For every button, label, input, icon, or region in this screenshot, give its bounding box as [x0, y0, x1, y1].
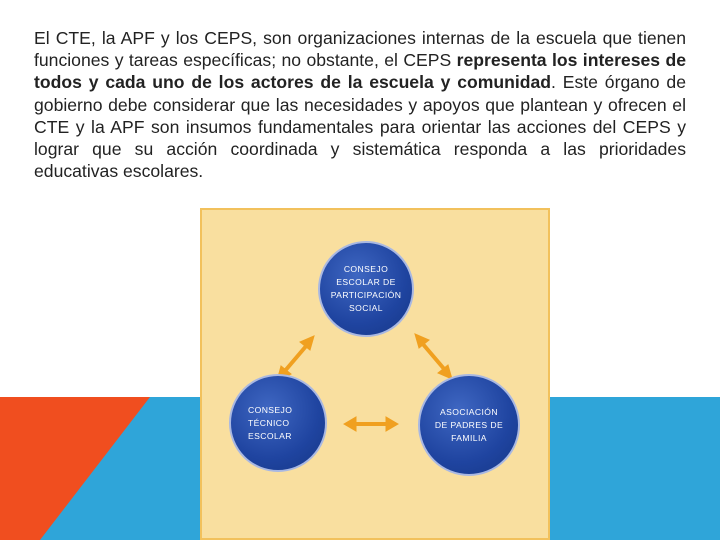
paragraph-text-start: El CTE, la APF y los CEPS, son organizaciones internas de la escuela que tienen funciones y tareas específicas; no obstante, el CEPS [34, 28, 686, 71]
node-label-right: ASOCIACIÓN DE PADRES DE FAMILIA [434, 406, 504, 443]
node-label-left: CONSEJO TÉCNICO ESCOLAR [248, 404, 293, 441]
body-paragraph [34, 27, 686, 182]
node-consejo-escolar [318, 241, 414, 337]
double-arrow-bottom [344, 417, 398, 431]
double-arrow-top-right [415, 334, 452, 379]
node-asociacion-padres [418, 374, 520, 476]
paragraph-bold-text: representa los intereses de todos y cada uno de los actores de la escuela y comunidad [34, 50, 686, 93]
node-consejo-tecnico [229, 374, 327, 472]
diagram-panel [200, 208, 550, 540]
node-label-top: CONSEJO ESCOLAR DE PARTICIPACIÓN SOCIAL [330, 264, 402, 313]
decorative-slant [0, 397, 200, 540]
paragraph-text-end: . Este órgano de gobierno debe considerar que las necesidades y apoyos que plantean y ofrecen el CTE y la APF son insumos fundamentales para orientar las acciones del CEPS y lograr que su acción coordinada y sistemática responda a las prioridades educativas escolares. [34, 72, 686, 182]
